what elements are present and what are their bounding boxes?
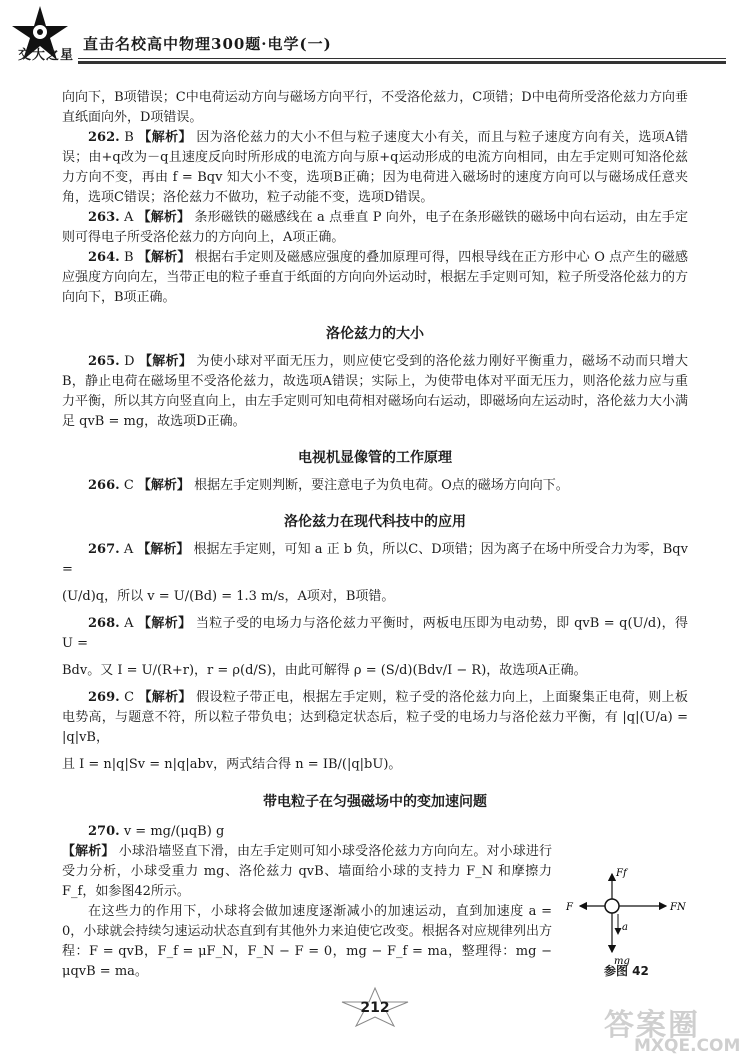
answer-choice: D bbox=[124, 354, 135, 369]
section-title: 带电粒子在匀强磁场中的变加速问题 bbox=[263, 794, 487, 810]
page-header bbox=[0, 0, 750, 66]
section-title: 电视机显像管的工作原理 bbox=[298, 450, 452, 466]
section-title: 洛伦兹力在现代科技中的应用 bbox=[284, 514, 466, 530]
analysis-tag: 【解析】 bbox=[138, 690, 192, 705]
question-number: 269. bbox=[88, 690, 120, 705]
figure-caption: 参图 42 bbox=[604, 964, 649, 978]
answer-choice: A bbox=[123, 210, 134, 225]
question-number: 265. bbox=[88, 354, 120, 369]
answer-264 bbox=[62, 248, 688, 308]
answer-262 bbox=[62, 128, 688, 208]
analysis-text: 小球沿墙竖直下滑，由左手定则可知小球受洛伦兹力方向向左。对小球进行受力分析，小球受重力 mg、洛伦兹力 qvB、墙面给小球的支持力 F_N 和摩擦力 F_f，如参图42所示。 bbox=[62, 844, 552, 899]
question-number: 262. bbox=[88, 130, 120, 145]
watermark-logo: 答案圈 bbox=[604, 1008, 700, 1043]
analysis-text: 当粒子受的电场力与洛伦兹力平衡时，两板电压即为电动势，即 qvB = q(U/d)，得 U = bbox=[62, 616, 688, 651]
analysis-text: 为使小球对平面无压力，则应使它受到的洛伦兹力刚好平衡重力，磁场不动而只增大 B，静止电荷在磁场里不受洛伦兹力，故选项A错误；实际上，为使带电体对平面无压力，则洛伦兹力应与重力平衡，所以其方向竖直向上，由左手定则可知电荷相对磁场向右运动，即磁场向左运动时，洛伦兹力大小满足 qvB = mg，故选项D正确。 bbox=[62, 354, 688, 429]
analysis-tag: 【解析】 bbox=[137, 542, 190, 557]
answer-267 bbox=[62, 540, 688, 580]
formula-line: Bdv。又 I = U/(R+r)，r = ρ(d/S)，由此可解得 ρ = (S/d)(Bdv/I − R)，故选项A正确。 bbox=[62, 663, 587, 678]
answer-266 bbox=[62, 476, 688, 496]
analysis-tag: 【解析】 bbox=[138, 616, 192, 631]
question-number: 263. bbox=[88, 210, 120, 225]
answer-choice: C bbox=[124, 690, 135, 705]
label-a: a bbox=[622, 922, 628, 933]
label-f: F bbox=[566, 902, 573, 913]
question-number: 267. bbox=[88, 542, 120, 557]
formula-line: 且 I = n|q|Sv = n|q|abv，两式结合得 n = IB/(|q|bU)。 bbox=[62, 757, 402, 772]
header-divider-thick bbox=[78, 61, 726, 64]
question-number: 266. bbox=[88, 478, 120, 493]
label-fn: FN bbox=[670, 902, 686, 913]
logo-text: 交大之星 bbox=[18, 48, 75, 63]
page-content bbox=[62, 88, 688, 982]
analysis-tag: 【解析】 bbox=[137, 478, 190, 493]
analysis-tag: 【解析】 bbox=[138, 354, 193, 369]
analysis-text: 因为洛伦兹力的大小不但与粒子速度大小有关，而且与粒子速度方向有关，选项A错误；由+q改为－q且速度反向时所形成的电流方向与原+q运动形成的电流方向相同，由左手定则可知洛伦兹力方向不变，再由 f = Bqv 知大小不变，选项B正确；因为电荷进入磁场时的速度方向可以与磁场成任意夹角，选项C错误；洛伦兹力不做功，粒子动能不变，选项D错误。 bbox=[62, 130, 688, 205]
header-divider bbox=[78, 58, 726, 59]
label-mg: mg bbox=[614, 956, 630, 967]
analysis-tag: 【解析】 bbox=[62, 844, 115, 859]
answer-choice: B bbox=[124, 130, 134, 145]
answer-268 bbox=[62, 614, 688, 654]
header-title: 直击名校高中物理300题·电学(一) bbox=[83, 35, 332, 53]
analysis-tag: 【解析】 bbox=[137, 250, 191, 265]
intro-paragraph: 向向下，B项错误；C中电荷运动方向与磁场方向平行，不受洛伦兹力，C项错；D中电荷所受洛伦兹力方向垂直纸面向外，D项错误。 bbox=[62, 90, 688, 125]
analysis-text: 假设粒子带正电，根据左手定则，粒子受的洛伦兹力向上，上面聚集正电荷，则上板电势高，与题意不符，所以粒子带负电；达到稳定状态后，粒子受的电场力与洛伦兹力平衡，有 |q|(U/a) = |q|vB， bbox=[62, 690, 688, 745]
label-ff: Ff bbox=[616, 868, 627, 879]
section-title: 洛伦兹力的大小 bbox=[326, 326, 424, 342]
answer-choice: B bbox=[123, 250, 134, 265]
ball-icon bbox=[605, 899, 619, 913]
analysis-text: 根据左手定则，可知 a 正 b 负，所以C、D项错；因为离子在场中所受合力为零，Bqv = bbox=[62, 542, 688, 577]
page-number: 212 bbox=[360, 1000, 390, 1016]
analysis-paragraph-2: 在这些力的作用下，小球将会做加速度逐渐减小的加速运动，直到加速度 a = 0，小球就会持续匀速运动状态直到有其他外力来迫使它改变。根据各对应规律列出方程：F = qvB，F_f = μF_N，F_N − F = 0，mg − F_f = ma，整理得：mg − μqvB = ma。 bbox=[62, 904, 552, 979]
analysis-text: 根据右手定则及磁感应强度的叠加原理可得，四根导线在正方形中心 O 点产生的磁感应强度方向向左，当带正电的粒子垂直于纸面的方向向外运动时，根据左手定则可知，粒子所受洛伦兹力的方向向下，B项正确。 bbox=[62, 250, 688, 305]
analysis-tag: 【解析】 bbox=[137, 210, 191, 225]
answer-choice: C bbox=[123, 478, 134, 493]
analysis-text: 根据左手定则判断，要注意电子为负电荷。O点的磁场方向向下。 bbox=[194, 478, 569, 493]
formula-line: (U/d)q，所以 v = U/(Bd) = 1.3 m/s，A项对，B项错。 bbox=[62, 589, 395, 604]
watermark bbox=[604, 1000, 744, 1056]
answer-265 bbox=[62, 352, 688, 432]
answer-formula: v = mg/(μqB) g bbox=[123, 824, 225, 839]
answer-line bbox=[62, 822, 688, 842]
answer-269 bbox=[62, 688, 688, 748]
answer-263 bbox=[62, 208, 688, 248]
answer-choice: A bbox=[123, 542, 134, 557]
answer-choice: A bbox=[124, 616, 134, 631]
analysis-paragraph bbox=[62, 842, 552, 902]
analysis-text: 条形磁铁的磁感线在 a 点垂直 P 向外，电子在条形磁铁的磁场中向右运动，由左手定则可得电子所受洛伦兹力的方向向上，A项正确。 bbox=[62, 210, 688, 245]
analysis-tag: 【解析】 bbox=[138, 130, 192, 145]
question-number: 270. bbox=[88, 824, 120, 839]
question-number: 268. bbox=[88, 616, 120, 631]
watermark-url: MXQE.COM bbox=[634, 1036, 741, 1056]
question-number: 264. bbox=[88, 250, 120, 265]
